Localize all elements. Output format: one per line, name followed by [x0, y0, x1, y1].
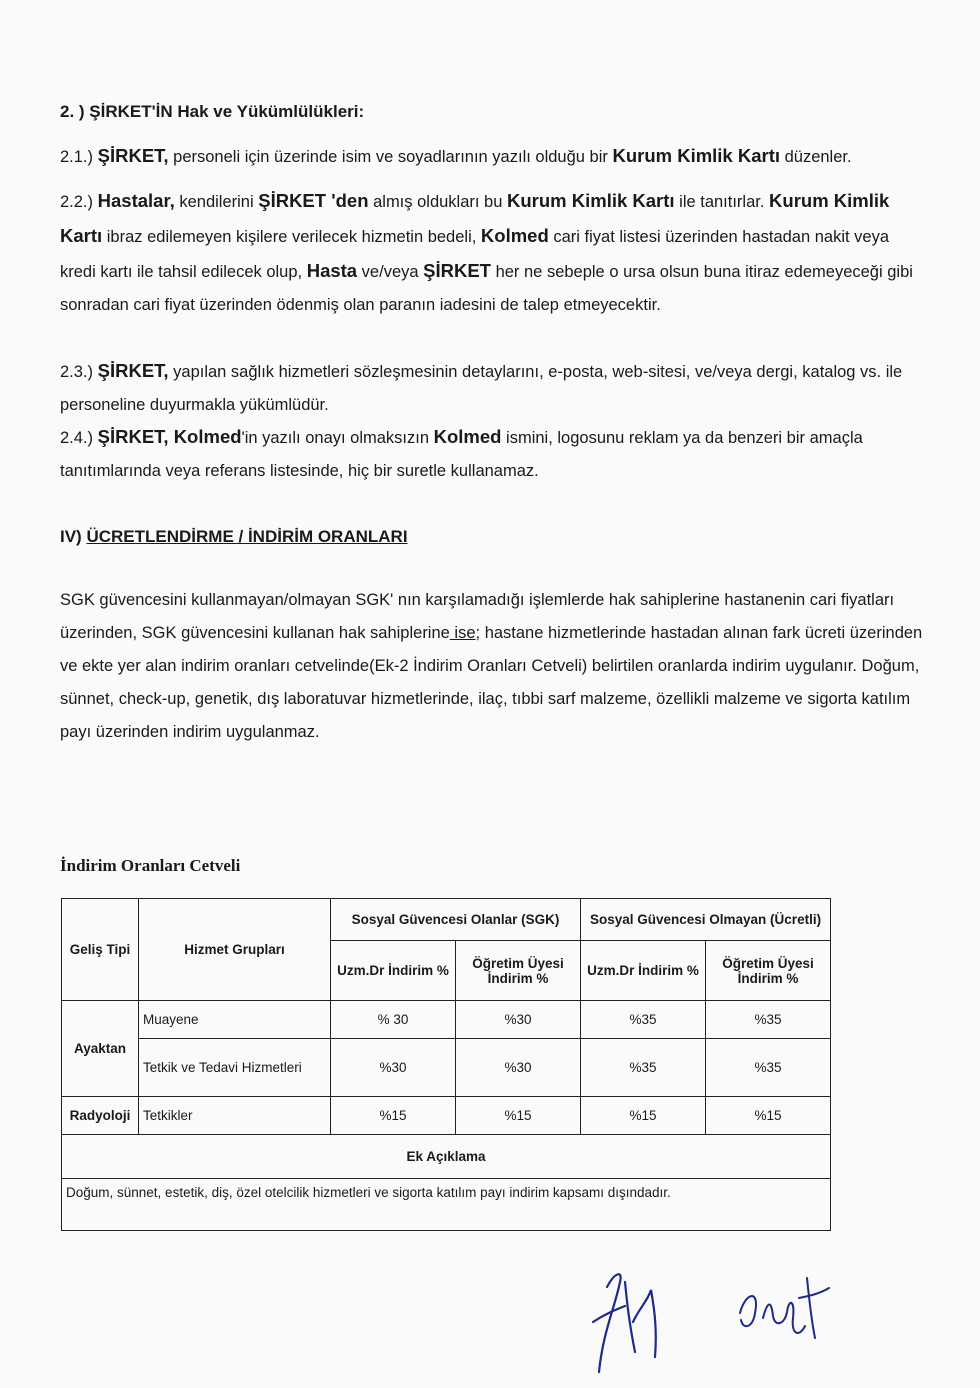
table-title: İndirim Oranları Cetveli	[60, 856, 241, 875]
bold-text: ŞİRKET, Kolmed	[97, 426, 242, 447]
bold-text: Kurum Kimlik Kartı	[507, 190, 675, 211]
clause-number: 2.3.)	[60, 363, 94, 381]
clause-2-1	[60, 139, 928, 174]
clause-text: kendilerini	[174, 193, 259, 211]
clause-number: 2.2.)	[60, 193, 94, 211]
bold-text: ŞİRKET,	[97, 145, 169, 166]
table-cell: %30	[456, 1001, 581, 1039]
clause-text: yapılan sağlık hizmetleri sözleşmesinin detaylarını, e-posta, web-sitesi, ve/veya dergi, katalog vs. ile personeline duyurmakla yükümlüdür.	[60, 363, 903, 414]
clause-text: ibraz edilemeyen kişilere verilecek hizmetin bedeli,	[102, 228, 481, 246]
header-gelis-tipi: Geliş Tipi	[62, 899, 139, 1001]
header-ucretli: Sosyal Güvencesi Olmayan (Ücretli)	[581, 899, 831, 941]
table-cell: Tetkik ve Tedavi Hizmetleri	[139, 1039, 331, 1097]
clause-text: her ne sebeple o ursa olsun buna itiraz edemeyeceği gibi sonradan cari fiyat üzerinden ödenmiş olan paranın iadesini de talep etmeyecektir.	[60, 263, 913, 314]
clause-2-4	[60, 420, 928, 488]
paragraph-text: hastane hizmetlerinde hastadan alınan fark ücreti üzerinden ve ekte yer alan indirim oranları cetvelinde(Ek-2 İndirim Oranları Cetveli) belirtilen oranlarda indirim uygulanır. Doğum, sünnet, check-up, genetik, dış laboratuvar hizmetlerinde, ilaç, tıbbi sarf malzeme, özellikli malzeme ve sigorta katılım payı üzerinden indirim uygulanmaz.	[60, 624, 923, 741]
ek-aciklama-text: Doğum, sünnet, estetik, diş, özel otelcilik hizmetleri ve sigorta katılım payı indirim kapsamı dışındadır.	[62, 1179, 831, 1231]
clause-text: ve/veya	[357, 263, 424, 281]
bold-text: ŞİRKET	[423, 260, 491, 281]
table-cell: %15	[456, 1097, 581, 1135]
row-label-ayaktan: Ayaktan	[62, 1001, 139, 1097]
bold-text: Hasta	[306, 260, 358, 281]
table-cell: Tetkikler	[139, 1097, 331, 1135]
section-2-heading: 2. ) ŞİRKET'İN Hak ve Yükümlülükleri:	[60, 102, 365, 121]
table-cell: %15	[706, 1097, 831, 1135]
row-label-radyoloji: Radyoloji	[62, 1097, 139, 1135]
section-title: ÜCRETLENDİRME / İNDİRİM ORANLARI	[86, 527, 408, 546]
table-cell: Muayene	[139, 1001, 331, 1039]
table-cell: %35	[581, 1001, 706, 1039]
clause-text: cari fiyat listesi üzerinden hastadan nakit veya kredi kartı ile tahsil edilecek olup,	[60, 228, 890, 281]
clause-text: düzenler.	[780, 148, 852, 166]
signature-1	[585, 1262, 665, 1382]
table-cell: % 30	[331, 1001, 456, 1039]
bold-text: Kurum Kimlik Kartı	[60, 190, 890, 246]
section-4-heading	[60, 520, 928, 553]
bold-text: Kolmed	[433, 426, 502, 447]
clause-number: 2.1.)	[60, 148, 94, 166]
header-ogretim-sgk: Öğretim Üyesi İndirim %	[456, 941, 581, 1001]
clause-2-3	[60, 354, 928, 422]
underlined-text: ise;	[449, 624, 481, 642]
clause-text: 'in yazılı onayı olmaksızın	[241, 429, 434, 447]
bold-text: ŞİRKET 'den	[258, 190, 369, 211]
header-uzm-dr-ucretli: Uzm.Dr İndirim %	[581, 941, 706, 1001]
bold-text: ŞİRKET,	[97, 360, 169, 381]
ek-aciklama-title: Ek Açıklama	[62, 1135, 831, 1179]
header-ogretim-ucretli: Öğretim Üyesi İndirim %	[706, 941, 831, 1001]
bold-text: Kolmed	[480, 225, 549, 246]
table-cell: %35	[706, 1039, 831, 1097]
table-cell: %30	[456, 1039, 581, 1097]
discount-rates-table	[61, 898, 831, 1231]
header-sgk: Sosyal Güvencesi Olanlar (SGK)	[331, 899, 581, 941]
clause-text: personeli için üzerinde isim ve soyadlarının yazılı olduğu bir	[168, 148, 613, 166]
clause-text: almış oldukları bu	[368, 193, 507, 211]
clause-2-2	[60, 184, 928, 322]
table-cell: %35	[706, 1001, 831, 1039]
header-uzm-dr-sgk: Uzm.Dr İndirim %	[331, 941, 456, 1001]
table-cell: %15	[581, 1097, 706, 1135]
clause-text: ile tanıtırlar.	[674, 193, 770, 211]
paragraph-text: SGK güvencesini kullanmayan/olmayan SGK' nın karşılamadığı işlemlerde hak sahiplerine hastanenin cari fiyatları üzerinden, SGK güvencesini kullanan hak sahiplerine	[60, 591, 895, 642]
clause-number: 2.4.)	[60, 429, 94, 447]
bold-text: Hastalar,	[97, 190, 175, 211]
clause-text: ismini, logosunu reklam ya da benzeri bir amaçla tanıtımlarında veya referans listesinde, hiç bir suretle kullanamaz.	[60, 429, 863, 480]
bold-text: Kurum Kimlik Kartı	[612, 145, 781, 166]
table-cell: %30	[331, 1039, 456, 1097]
table-cell: %15	[331, 1097, 456, 1135]
pricing-paragraph	[60, 584, 928, 749]
signature-2	[735, 1268, 835, 1348]
header-hizmet-gruplari: Hizmet Grupları	[139, 899, 331, 1001]
section-prefix: IV)	[60, 527, 87, 546]
table-cell: %35	[581, 1039, 706, 1097]
